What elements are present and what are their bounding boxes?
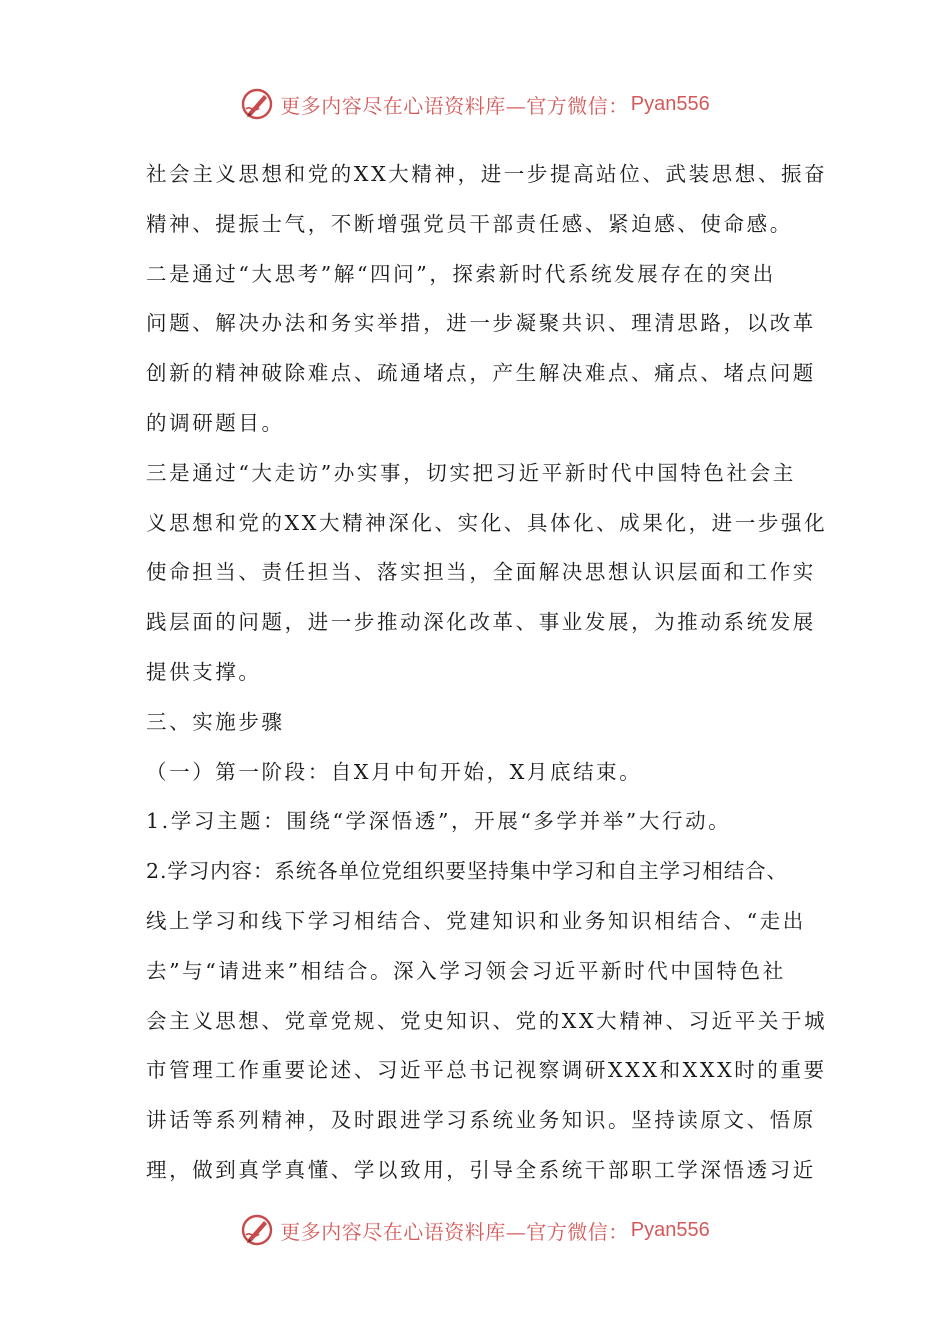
document-body [146, 150, 828, 1196]
text-line: 理，做到真学真懂、学以致用，引导全系统干部职工学深悟透习近 [146, 1157, 816, 1182]
text-line: 提供支撑。 [146, 659, 262, 684]
pen-logo-icon [240, 87, 274, 121]
footer-watermark [0, 1210, 950, 1250]
text-line: 三是通过“大走访”办实事，切实把习近平新时代中国特色社会主 [146, 460, 796, 485]
text-line: 会主义思想、党章党规、党史知识、党的XX大精神、习近平关于城 [146, 1008, 828, 1033]
watermark-account: Pyan556 [630, 92, 710, 115]
text-line: 义思想和党的XX大精神深化、实化、具体化、成果化，进一步强化 [146, 510, 828, 535]
watermark-text: 更多内容尽在心语资料库—官方微信： [280, 93, 629, 118]
watermark-text: 更多内容尽在心语资料库—官方微信： [280, 1219, 629, 1244]
text-line: 1.学习主题：围绕“学深悟透”，开展“多学并举”大行动。 [146, 809, 732, 834]
text-line: 二是通过“大思考”解“四问”，探索新时代系统发展存在的突出 [146, 261, 776, 286]
header-watermark [0, 84, 950, 124]
section-heading: 三、实施步骤 [146, 709, 285, 734]
text-line: 线上学习和线下学习相结合、党建知识和业务知识相结合、“走出 [146, 908, 806, 933]
text-line: 使命担当、责任担当、落实担当，全面解决思想认识层面和工作实 [146, 560, 816, 585]
text-line: 去”与“请进来”相结合。深入学习领会习近平新时代中国特色社 [146, 958, 786, 983]
pen-logo-icon [240, 1213, 274, 1247]
text-line: 践层面的问题，进一步推动深化改革、事业发展，为推动系统发展 [146, 610, 816, 635]
text-line: 讲话等系列精神，及时跟进学习系统业务知识。坚持读原文、悟原 [146, 1108, 816, 1133]
watermark-account: Pyan556 [630, 1218, 710, 1241]
text-line: 2.学习内容：系统各单位党组织要坚持集中学习和自主学习相结合、 [146, 859, 788, 884]
subsection-heading: （一）第一阶段：自X月中旬开始，X月底结束。 [146, 759, 643, 784]
text-line: 的调研题目。 [146, 410, 285, 435]
text-line: 社会主义思想和党的XX大精神，进一步提高站位、武装思想、振奋 [146, 162, 828, 186]
text-line: 市管理工作重要论述、习近平总书记视察调研XXX和XXX时的重要 [146, 1058, 827, 1083]
text-line: 精神、提振士气，不断增强党员干部责任感、紧迫感、使命感。 [146, 211, 793, 236]
text-line: 问题、解决办法和务实举措，进一步凝聚共识、理清思路，以改革 [146, 311, 816, 336]
text-line: 创新的精神破除难点、疏通堵点，产生解决难点、痛点、堵点问题 [146, 361, 816, 386]
